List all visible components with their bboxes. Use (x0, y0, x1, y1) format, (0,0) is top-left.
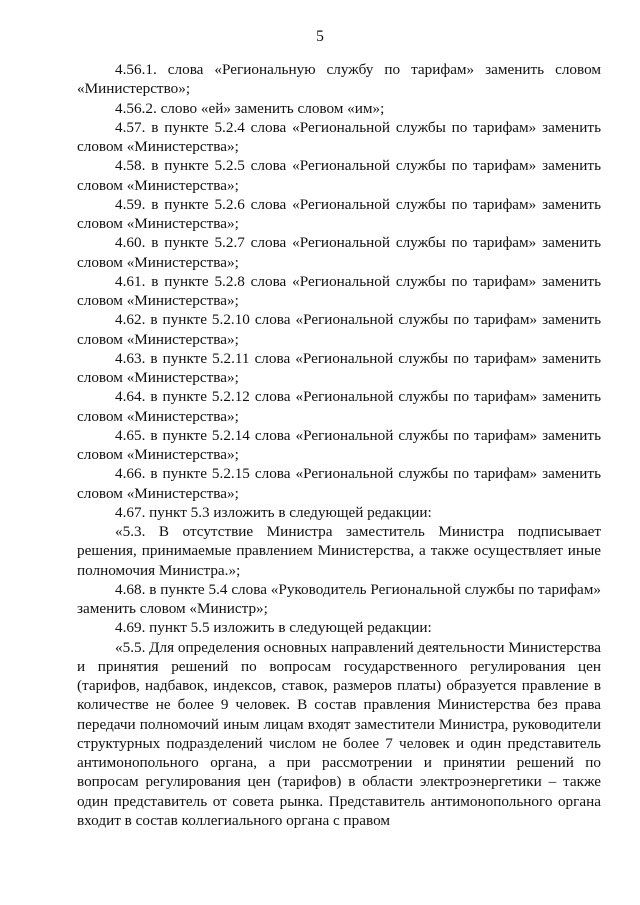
paragraph-4-61: 4.61. в пункте 5.2.8 слова «Региональной службы по тарифам» заменить словом «Министерства»; (77, 272, 601, 309)
paragraph-4-66: 4.66. в пункте 5.2.15 слова «Региональной службы по тарифам» заменить словом «Министерства»; (77, 465, 601, 502)
paragraph-4-59: 4.59. в пункте 5.2.6 слова «Региональной службы по тарифам» заменить словом «Министерства»; (77, 195, 601, 232)
paragraph-4-67: 4.67. пункт 5.3 изложить в следующей редакции: (115, 503, 432, 521)
document-body (77, 60, 601, 830)
paragraph-4-56-1: 4.56.1. слова «Региональную службу по тарифам» заменить словом «Министерство»; (77, 61, 601, 98)
page-number: 5 (316, 28, 324, 45)
paragraph-5-5-text: «5.5. Для определения основных направлений деятельности Министерства и принятия решений по вопросам государственного регулирования цен (тарифов, надбавок, индексов, ставок, размеров платы) образуется правление в количестве не более 9 человек. В состав правления Министерства без права передачи полномочий иным лицам входят заместители Министра, руководители структурных подразделений числом не более 7 человек и один представитель антимонопольного органа, а при рассмотрении и принятии решений по вопросам регулирования цен (тарифов) в области электроэнергетики – также один представитель от совета рынка. Представитель антимонопольного органа входит в состав коллегиального органа с правом (77, 638, 601, 829)
paragraph-4-60: 4.60. в пункте 5.2.7 слова «Региональной службы по тарифам» заменить словом «Министерства»; (77, 234, 601, 271)
paragraph-4-62: 4.62. в пункте 5.2.10 слова «Региональной службы по тарифам» заменить словом «Министерства»; (77, 311, 601, 348)
paragraph-5-3-text: «5.3. В отсутствие Министра заместитель Министра подписывает решения, принимаемые правлением Министерства, а также осуществляет иные полномочия Министра.»; (77, 523, 601, 579)
paragraph-4-63: 4.63. в пункте 5.2.11 слова «Региональной службы по тарифам» заменить словом «Министерства»; (77, 349, 601, 386)
paragraph-4-69: 4.69. пункт 5.5 изложить в следующей редакции: (115, 619, 432, 637)
paragraph-4-57: 4.57. в пункте 5.2.4 слова «Региональной службы по тарифам» заменить словом «Министерства»; (77, 118, 601, 155)
paragraph-4-64: 4.64. в пункте 5.2.12 слова «Региональной службы по тарифам» заменить словом «Министерства»; (77, 388, 601, 425)
paragraph-4-68: 4.68. в пункте 5.4 слова «Руководитель Региональной службы по тарифам» заменить словом «Министр»; (77, 580, 601, 617)
paragraph-4-56-2: 4.56.2. слово «ей» заменить словом «им»; (115, 99, 385, 117)
paragraph-4-58: 4.58. в пункте 5.2.5 слова «Региональной службы по тарифам» заменить словом «Министерства»; (77, 157, 601, 194)
paragraph-4-65: 4.65. в пункте 5.2.14 слова «Региональной службы по тарифам» заменить словом «Министерства»; (77, 426, 601, 463)
